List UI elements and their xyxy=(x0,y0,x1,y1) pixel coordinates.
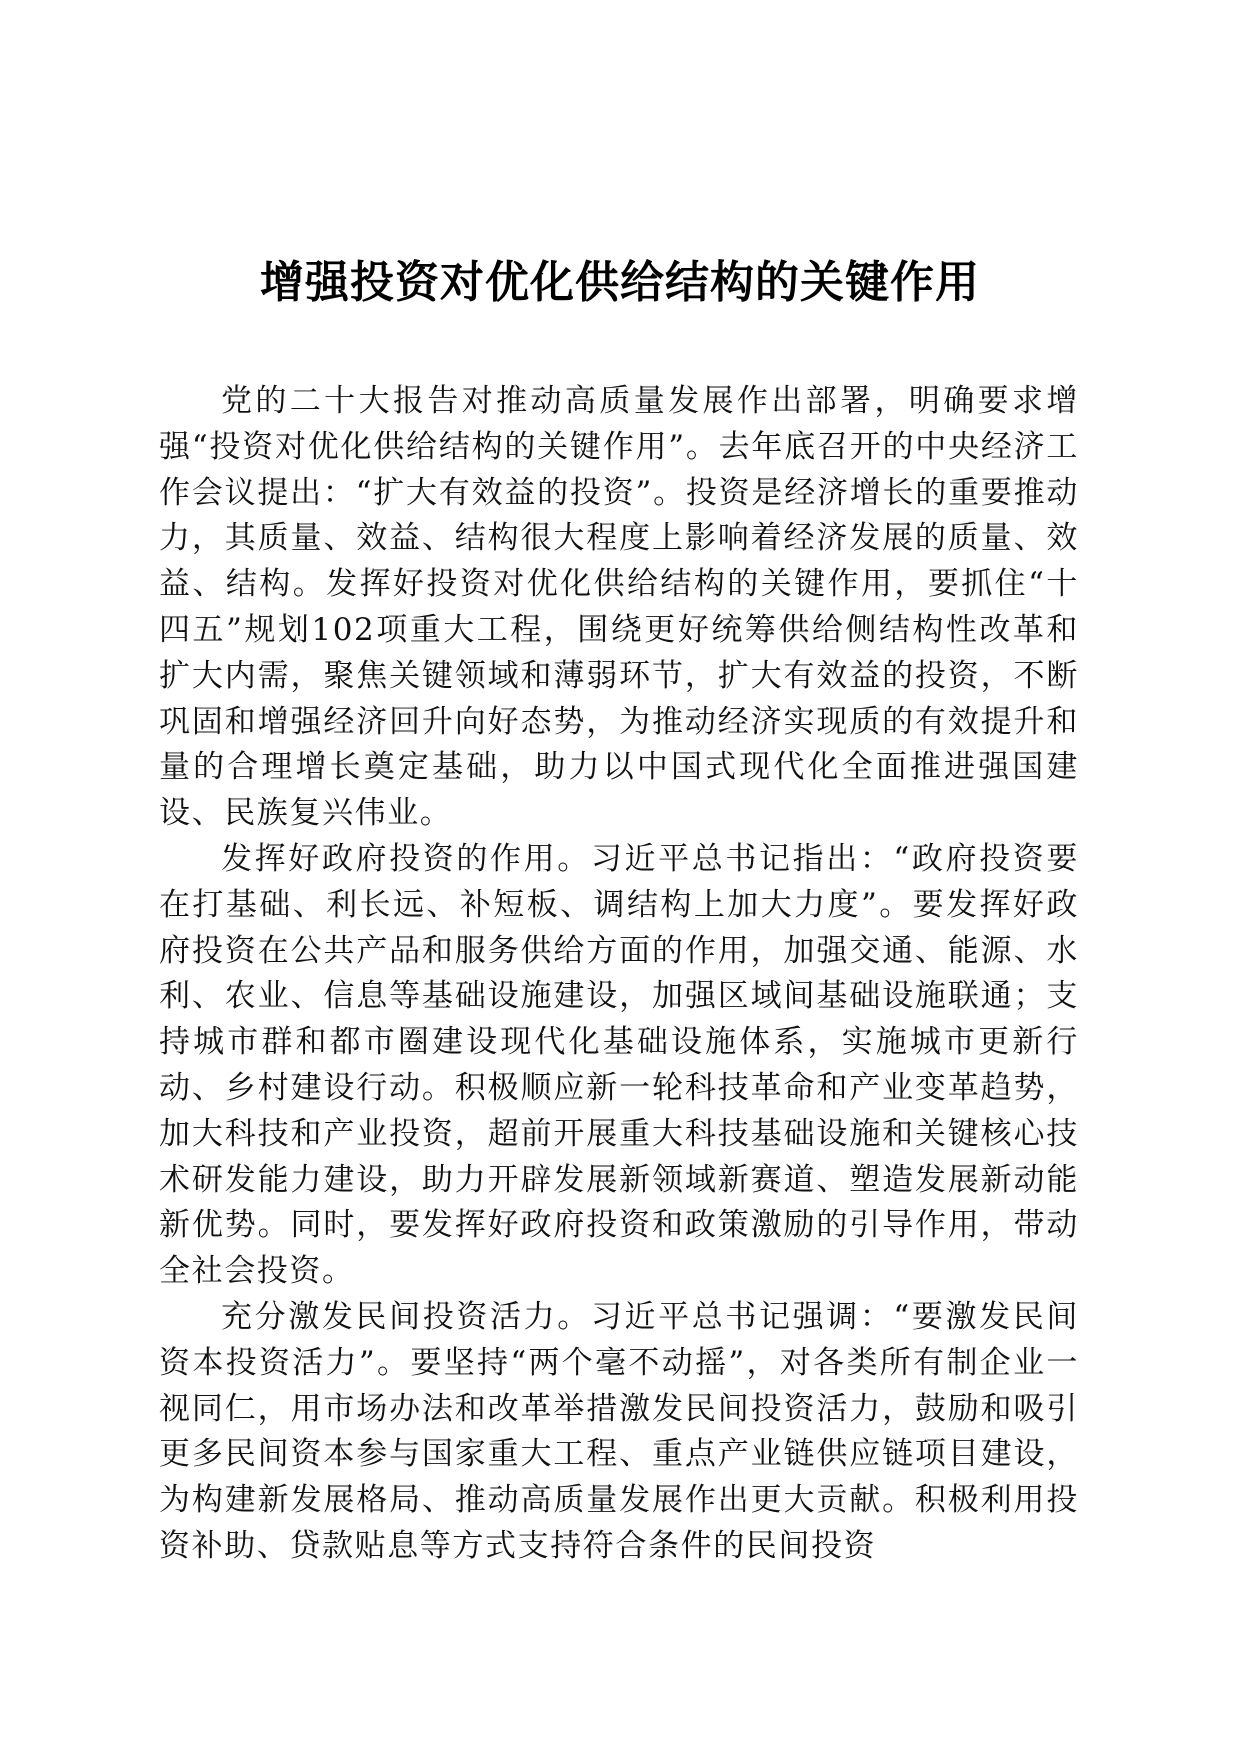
document-body xyxy=(159,379,1079,1570)
paragraph-intro: 党的二十大报告对推动高质量发展作出部署，明确要求增强“投资对优化供给结构的关键作用”。去年底召开的中央经济工作会议提出：“扩大有效益的投资”。投资是经济增长的重要推动力，其质量、效益、结构很大程度上影响着经济发展的质量、效益、结构。发挥好投资对优化供给结构的关键作用，要抓住“十四五”规划102项重大工程，围绕更好统筹供给侧结构性改革和扩大内需，聚焦关键领域和薄弱环节，扩大有效益的投资，不断巩固和增强经济回升向好态势，为推动经济实现质的有效提升和量的合理增长奠定基础，助力以中国式现代化全面推进强国建设、民族复兴伟业。 xyxy=(159,383,1079,832)
paragraph-private-investment: 充分激发民间投资活力。习近平总书记强调：“要激发民间资本投资活力”。要坚持“两个毫不动摇”，对各类所有制企业一视同仁，用市场办法和改革举措激发民间投资活力，鼓励和吸引更多民间资本参与国家重大工程、重点产业链供应链项目建设，为构建新发展格局、推动高质量发展作出更大贡献。积极利用投资补助、贷款贴息等方式支持符合条件的民间投资 xyxy=(159,1298,1079,1564)
paragraph-government-investment: 发挥好政府投资的作用。习近平总书记指出：“政府投资要在打基础、利长远、补短板、调结构上加大力度”。要发挥好政府投资在公共产品和服务供给方面的作用，加强交通、能源、水利、农业、信息等基础设施建设，加强区域间基础设施联通；支持城市群和都市圈建设现代化基础设施体系，实施城市更新行动、乡村建设行动。积极顺应新一轮科技革命和产业变革趋势，加大科技和产业投资，超前开展重大科技基础设施和关键核心技术研发能力建设，助力开辟发展新领域新赛道、塑造发展新动能新优势。同时，要发挥好政府投资和政策激励的引导作用，带动全社会投资。 xyxy=(159,840,1079,1290)
document-title: 增强投资对优化供给结构的关键作用 xyxy=(260,257,980,308)
